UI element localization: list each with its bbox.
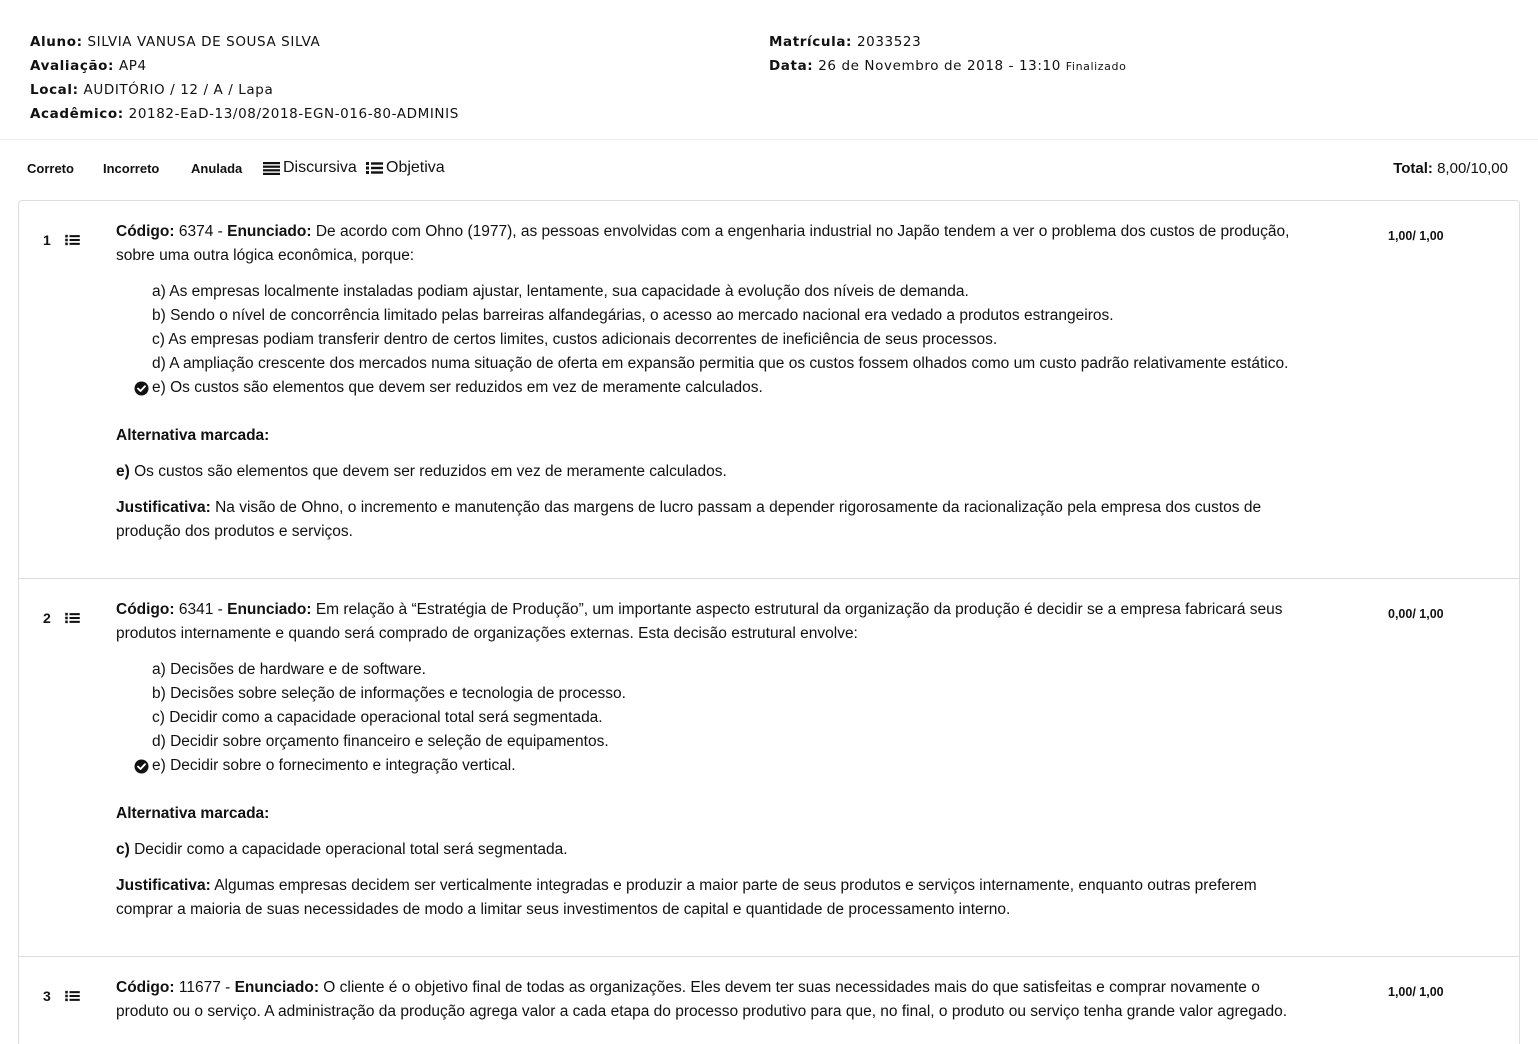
legend-objetiva bbox=[366, 159, 445, 177]
status-badge: Finalizado bbox=[1065, 60, 1127, 73]
total-value: 8,00/10,00 bbox=[1437, 160, 1508, 177]
total-label: Total: bbox=[1393, 160, 1433, 177]
legend-objetiva-label: Objetiva bbox=[386, 159, 445, 176]
exam-label: Avaliação: bbox=[30, 58, 115, 74]
align-justify-icon bbox=[263, 161, 280, 175]
check-circle-icon bbox=[134, 759, 149, 774]
legend-bar bbox=[0, 156, 1538, 186]
marked-letter: e) bbox=[116, 463, 130, 480]
question-score: 1,00/ 1,00 bbox=[1388, 985, 1444, 999]
question-code: 6374 bbox=[178, 223, 214, 240]
question-body bbox=[116, 976, 1316, 1024]
alternative-d: d) A ampliação crescente dos mercados numa situação de oferta em expansão permitia que os custos fossem olhados como um custo padrão relativamente estático. bbox=[152, 355, 1289, 372]
question-body bbox=[116, 598, 1316, 922]
academic-label: Acadêmico: bbox=[30, 106, 124, 122]
question-item bbox=[19, 201, 1519, 579]
code-label: Código: bbox=[116, 979, 175, 996]
question-score: 0,00/ 1,00 bbox=[1388, 607, 1444, 621]
location-row bbox=[30, 81, 459, 105]
total-score bbox=[1393, 160, 1508, 177]
question-number-text: 2 bbox=[43, 610, 51, 626]
alternative-d: d) Decidir sobre orçamento financeiro e seleção de equipamentos. bbox=[152, 733, 609, 750]
alternative-e bbox=[152, 376, 1316, 400]
student-info-panel bbox=[0, 0, 1538, 140]
question-score: 1,00/ 1,00 bbox=[1388, 229, 1444, 243]
question-number bbox=[43, 606, 80, 630]
alternative-c: c) Decidir como a capacidade operacional total será segmentada. bbox=[152, 709, 603, 726]
justification-text: Na visão de Ohno, o incremento e manutenção das margens de lucro passam a depender rigorosamente da racionalização pela empresa dos custos de produção dos produtos e serviços. bbox=[116, 499, 1262, 540]
list-icon bbox=[65, 612, 80, 624]
alternative-c: c) As empresas podiam transferir dentro de certos limites, custos adicionais decorrentes de ineficiência de seus processos. bbox=[152, 331, 998, 348]
legend-anulada: Anulada bbox=[191, 161, 243, 176]
marked-alternative-title: Alternativa marcada: bbox=[116, 427, 270, 444]
alternative-b: b) Sendo o nível de concorrência limitado pelas barreiras alfandegárias, o acesso ao mercado nacional era vedado a produtos estrangeiros. bbox=[152, 307, 1114, 324]
student-name: SILVIA VANUSA DE SOUSA SILVA bbox=[87, 34, 321, 50]
justification bbox=[116, 874, 1316, 922]
question-code: 6341 bbox=[178, 601, 214, 618]
marked-text: Decidir como a capacidade operacional total será segmentada. bbox=[134, 841, 568, 858]
justification-label: Justificativa: bbox=[116, 499, 211, 516]
academic-row bbox=[30, 105, 459, 129]
question-number bbox=[43, 984, 80, 1008]
questions-card bbox=[18, 200, 1520, 1044]
legend-correct: Correto bbox=[27, 161, 74, 176]
date-value: 26 de Novembro de 2018 - 13:10 bbox=[818, 58, 1061, 74]
list-icon bbox=[65, 990, 80, 1002]
alternatives-list bbox=[116, 658, 1316, 778]
question-number-text: 1 bbox=[43, 232, 51, 248]
question-item bbox=[19, 579, 1519, 957]
justification bbox=[116, 496, 1316, 544]
alternative-e-text: e) Decidir sobre o fornecimento e integração vertical. bbox=[152, 757, 516, 774]
code-label: Código: bbox=[116, 601, 175, 618]
statement-label: Enunciado: bbox=[234, 979, 319, 996]
alternatives-list bbox=[116, 280, 1316, 400]
location-label: Local: bbox=[30, 82, 79, 98]
question-statement: Código: 6374 - Enunciado: De acordo com Ohno (1977), as pessoas envolvidas com a engenharia industrial no Japão tendem a ver o problema dos custos de produção, sobre uma outra lógica econômica, porque: bbox=[116, 223, 1290, 264]
enrollment-value: 2033523 bbox=[856, 34, 922, 50]
statement-label: Enunciado: bbox=[227, 601, 312, 618]
statement-text: De acordo com Ohno (1977), as pessoas envolvidas com a engenharia industrial no Japão tendem a ver o problema dos custos de produção, sobre uma outra lógica econômica, porque: bbox=[116, 223, 1290, 264]
date-row bbox=[769, 57, 1126, 81]
student-info-right bbox=[769, 33, 1126, 81]
question-number bbox=[43, 228, 80, 252]
statement-label: Enunciado: bbox=[227, 223, 312, 240]
academic-value: 20182-EaD-13/08/2018-EGN-016-80-ADMINIS bbox=[128, 106, 459, 122]
legend-discursiva-label: Discursiva bbox=[283, 159, 357, 176]
legend-incorrect: Incorreto bbox=[103, 161, 160, 176]
question-statement: Código: 6341 - Enunciado: Em relação à “Estratégia de Produção”, um importante aspecto estrutural da organização da produção é decidir se a empresa fabricará seus produtos internamente e quando será comprado de organizações externas. Esta decisão estrutural envolve: bbox=[116, 601, 1283, 642]
question-statement: Código: 11677 - Enunciado: O cliente é o objetivo final de todas as organizações. Eles devem ter suas necessidades mais do que satisfeitas e comprar novamente o produto ou o serviço. A administração da produção agrega valor a cada etapa do processo produtivo para que, no final, o produto ou serviço tenha grande valor agregado. bbox=[116, 979, 1288, 1020]
marked-alternative bbox=[116, 460, 1316, 484]
marked-alternative bbox=[116, 838, 1316, 862]
code-label: Código: bbox=[116, 223, 175, 240]
enrollment-row bbox=[769, 33, 1126, 57]
question-number-text: 3 bbox=[43, 988, 51, 1004]
enrollment-label: Matrícula: bbox=[769, 34, 853, 50]
alternative-a: a) As empresas localmente instaladas podiam ajustar, lentamente, sua capacidade à evolução dos níveis de demanda. bbox=[152, 283, 969, 300]
marked-letter: c) bbox=[116, 841, 130, 858]
question-code: 11677 bbox=[178, 979, 221, 996]
alternative-e bbox=[152, 754, 1316, 778]
justification-text: Algumas empresas decidem ser verticalmente integradas e produzir a maior parte de seus produtos e serviços internamente, enquanto outras preferem comprar a maioria de suas necessidades de modo a limitar seus investimentos de capital e quantidade de processamento interno. bbox=[116, 877, 1257, 918]
alternative-e-text: e) Os custos são elementos que devem ser reduzidos em vez de meramente calculados. bbox=[152, 379, 763, 396]
justification-label: Justificativa: bbox=[116, 877, 211, 894]
date-label: Data: bbox=[769, 58, 814, 74]
question-item bbox=[19, 957, 1519, 1044]
alternative-a: a) Decisões de hardware e de software. bbox=[152, 661, 426, 678]
question-body bbox=[116, 220, 1316, 544]
list-icon bbox=[65, 234, 80, 246]
alternative-b: b) Decisões sobre seleção de informações e tecnologia de processo. bbox=[152, 685, 626, 702]
exam-name: AP4 bbox=[118, 58, 147, 74]
student-name-row bbox=[30, 33, 459, 57]
marked-text: Os custos são elementos que devem ser reduzidos em vez de meramente calculados. bbox=[134, 463, 727, 480]
student-name-label: Aluno: bbox=[30, 34, 83, 50]
location-value: AUDITÓRIO / 12 / A / Lapa bbox=[83, 82, 274, 98]
marked-alternative-title: Alternativa marcada: bbox=[116, 805, 270, 822]
check-circle-icon bbox=[134, 381, 149, 396]
exam-row bbox=[30, 57, 459, 81]
statement-text: Em relação à “Estratégia de Produção”, um importante aspecto estrutural da organização da produção é decidir se a empresa fabricará seus produtos internamente e quando será comprado de organizações externas. Esta decisão estrutural envolve: bbox=[116, 601, 1283, 642]
legend-discursiva bbox=[263, 159, 357, 177]
student-info-left bbox=[30, 33, 459, 129]
list-icon bbox=[366, 161, 383, 175]
statement-text: O cliente é o objetivo final de todas as organizações. Eles devem ter suas necessidades mais do que satisfeitas e comprar novamente o produto ou o serviço. A administração da produção agrega valor a cada etapa do processo produtivo para que, no final, o produto ou serviço tenha grande valor agregado. bbox=[116, 979, 1288, 1020]
